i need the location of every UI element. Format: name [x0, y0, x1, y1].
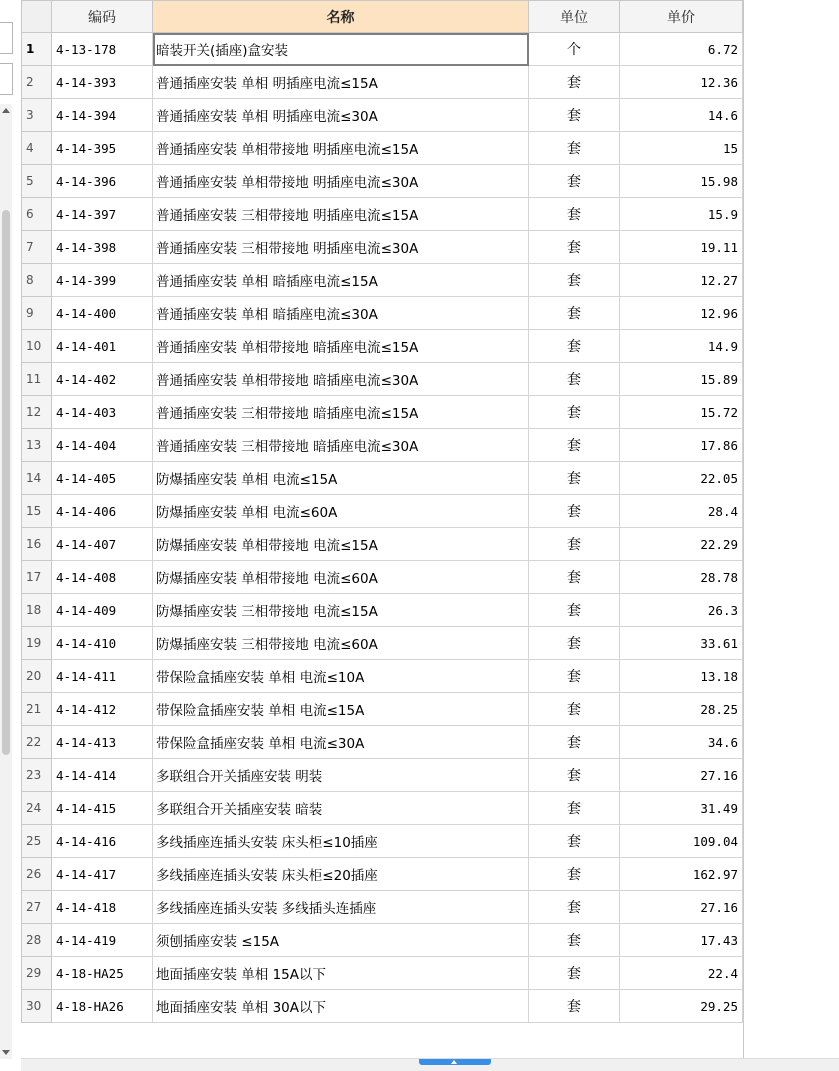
table-row[interactable]: [22, 594, 743, 627]
column-header-unit[interactable]: 单位: [529, 1, 620, 33]
price-cell[interactable]: 17.43: [620, 924, 743, 957]
code-cell[interactable]: 4-14-405: [52, 462, 153, 495]
collapsed-control-top[interactable]: [0, 22, 13, 54]
table-row[interactable]: [22, 132, 743, 165]
row-number-cell[interactable]: 4: [22, 132, 52, 165]
price-cell[interactable]: 109.04: [620, 825, 743, 858]
table-row[interactable]: [22, 297, 743, 330]
unit-cell[interactable]: 套: [529, 594, 620, 627]
row-number-cell[interactable]: 7: [22, 231, 52, 264]
name-cell[interactable]: 普通插座安装 单相带接地 明插座电流≤15A: [153, 132, 529, 165]
table-row[interactable]: [22, 990, 743, 1023]
row-number-cell[interactable]: 13: [22, 429, 52, 462]
name-cell[interactable]: 普通插座安装 三相带接地 暗插座电流≤15A: [153, 396, 529, 429]
code-cell[interactable]: 4-14-406: [52, 495, 153, 528]
name-cell[interactable]: 多线插座连插头安装 床头柜≤10插座: [153, 825, 529, 858]
name-cell[interactable]: 普通插座安装 单相带接地 明插座电流≤30A: [153, 165, 529, 198]
column-header-code[interactable]: 编码: [52, 1, 153, 33]
name-cell[interactable]: 普通插座安装 单相带接地 暗插座电流≤15A: [153, 330, 529, 363]
price-cell[interactable]: 12.36: [620, 66, 743, 99]
unit-cell[interactable]: 套: [529, 726, 620, 759]
table-row[interactable]: [22, 627, 743, 660]
price-cell[interactable]: 17.86: [620, 429, 743, 462]
price-cell[interactable]: 162.97: [620, 858, 743, 891]
price-cell[interactable]: 13.18: [620, 660, 743, 693]
name-cell[interactable]: 地面插座安装 单相 30A以下: [153, 990, 529, 1023]
name-cell[interactable]: 普通插座安装 单相 暗插座电流≤30A: [153, 297, 529, 330]
name-cell[interactable]: 带保险盒插座安装 单相 电流≤10A: [153, 660, 529, 693]
code-cell[interactable]: 4-14-409: [52, 594, 153, 627]
code-cell[interactable]: 4-14-395: [52, 132, 153, 165]
scroll-down-arrow-icon[interactable]: [2, 1050, 10, 1055]
price-cell[interactable]: 14.9: [620, 330, 743, 363]
row-number-header: [22, 1, 52, 33]
price-cell[interactable]: 22.05: [620, 462, 743, 495]
unit-cell[interactable]: 套: [529, 66, 620, 99]
code-cell[interactable]: 4-13-178: [52, 33, 153, 66]
unit-cell[interactable]: 套: [529, 297, 620, 330]
unit-cell[interactable]: 套: [529, 957, 620, 990]
row-number-cell[interactable]: 10: [22, 330, 52, 363]
table-row[interactable]: [22, 363, 743, 396]
row-number-cell[interactable]: 21: [22, 693, 52, 726]
unit-cell[interactable]: 套: [529, 99, 620, 132]
row-number-cell[interactable]: 20: [22, 660, 52, 693]
name-cell[interactable]: 多线插座连插头安装 多线插头连插座: [153, 891, 529, 924]
name-cell[interactable]: 防爆插座安装 单相 电流≤60A: [153, 495, 529, 528]
row-number-cell[interactable]: 30: [22, 990, 52, 1023]
row-number-cell[interactable]: 17: [22, 561, 52, 594]
table-row[interactable]: [22, 726, 743, 759]
code-cell[interactable]: 4-14-416: [52, 825, 153, 858]
code-cell[interactable]: 4-14-399: [52, 264, 153, 297]
price-cell[interactable]: 22.4: [620, 957, 743, 990]
code-cell[interactable]: 4-14-412: [52, 693, 153, 726]
row-number-cell[interactable]: 29: [22, 957, 52, 990]
price-cell[interactable]: 26.3: [620, 594, 743, 627]
row-number-cell[interactable]: 1: [22, 33, 52, 66]
price-cell[interactable]: 12.27: [620, 264, 743, 297]
price-cell[interactable]: 29.25: [620, 990, 743, 1023]
price-cell[interactable]: 6.72: [620, 33, 743, 66]
code-cell[interactable]: 4-14-400: [52, 297, 153, 330]
row-number-cell[interactable]: 24: [22, 792, 52, 825]
price-cell[interactable]: 15.72: [620, 396, 743, 429]
row-number-cell[interactable]: 19: [22, 627, 52, 660]
table-row[interactable]: [22, 858, 743, 891]
row-number-cell[interactable]: 23: [22, 759, 52, 792]
name-cell[interactable]: 防爆插座安装 单相 电流≤15A: [153, 462, 529, 495]
row-number-cell[interactable]: 9: [22, 297, 52, 330]
name-cell[interactable]: 防爆插座安装 单相带接地 电流≤15A: [153, 528, 529, 561]
unit-cell[interactable]: 套: [529, 462, 620, 495]
row-number-cell[interactable]: 28: [22, 924, 52, 957]
table-row[interactable]: [22, 165, 743, 198]
table-row[interactable]: [22, 264, 743, 297]
table-row[interactable]: [22, 561, 743, 594]
code-cell[interactable]: 4-14-414: [52, 759, 153, 792]
price-cell[interactable]: 31.49: [620, 792, 743, 825]
unit-cell[interactable]: 套: [529, 165, 620, 198]
table-row[interactable]: [22, 396, 743, 429]
price-cell[interactable]: 27.16: [620, 759, 743, 792]
name-cell[interactable]: 带保险盒插座安装 单相 电流≤30A: [153, 726, 529, 759]
name-cell[interactable]: 带保险盒插座安装 单相 电流≤15A: [153, 693, 529, 726]
row-number-cell[interactable]: 18: [22, 594, 52, 627]
unit-cell[interactable]: 套: [529, 264, 620, 297]
table-row[interactable]: [22, 792, 743, 825]
code-cell[interactable]: 4-14-410: [52, 627, 153, 660]
code-cell[interactable]: 4-14-419: [52, 924, 153, 957]
name-cell[interactable]: 多联组合开关插座安装 明装: [153, 759, 529, 792]
price-cell[interactable]: 15.9: [620, 198, 743, 231]
table-row[interactable]: [22, 231, 743, 264]
unit-cell[interactable]: 套: [529, 759, 620, 792]
unit-cell[interactable]: 套: [529, 198, 620, 231]
table-row[interactable]: [22, 462, 743, 495]
name-cell[interactable]: 普通插座安装 单相 明插座电流≤15A: [153, 66, 529, 99]
collapsed-control-bottom[interactable]: [0, 63, 13, 95]
code-cell[interactable]: 4-18-HA26: [52, 990, 153, 1023]
table-row[interactable]: [22, 528, 743, 561]
name-cell[interactable]: 防爆插座安装 三相带接地 电流≤15A: [153, 594, 529, 627]
table-row[interactable]: [22, 891, 743, 924]
name-cell[interactable]: 暗装开关(插座)盒安装: [153, 33, 529, 66]
table-row[interactable]: [22, 957, 743, 990]
name-cell[interactable]: 普通插座安装 三相带接地 暗插座电流≤30A: [153, 429, 529, 462]
code-cell[interactable]: 4-14-397: [52, 198, 153, 231]
horizontal-scrollbar[interactable]: [21, 1058, 839, 1071]
table-row[interactable]: [22, 825, 743, 858]
row-number-cell[interactable]: 26: [22, 858, 52, 891]
code-cell[interactable]: 4-14-404: [52, 429, 153, 462]
expand-up-arrow-icon[interactable]: [451, 1060, 457, 1064]
price-cell[interactable]: 19.11: [620, 231, 743, 264]
table-body: [22, 33, 743, 1023]
name-cell[interactable]: 普通插座安装 单相 暗插座电流≤15A: [153, 264, 529, 297]
quota-table: [21, 0, 743, 1023]
code-cell[interactable]: 4-14-402: [52, 363, 153, 396]
unit-cell[interactable]: 套: [529, 495, 620, 528]
price-cell[interactable]: 33.61: [620, 627, 743, 660]
row-number-cell[interactable]: 22: [22, 726, 52, 759]
unit-cell[interactable]: 套: [529, 891, 620, 924]
row-number-cell[interactable]: 27: [22, 891, 52, 924]
price-cell[interactable]: 28.25: [620, 693, 743, 726]
row-number-cell[interactable]: 6: [22, 198, 52, 231]
table-row[interactable]: [22, 330, 743, 363]
code-cell[interactable]: 4-14-407: [52, 528, 153, 561]
row-number-cell[interactable]: 5: [22, 165, 52, 198]
code-cell[interactable]: 4-14-408: [52, 561, 153, 594]
table-row[interactable]: [22, 495, 743, 528]
row-number-cell[interactable]: 8: [22, 264, 52, 297]
name-cell[interactable]: 普通插座安装 三相带接地 明插座电流≤15A: [153, 198, 529, 231]
unit-cell[interactable]: 套: [529, 528, 620, 561]
code-cell[interactable]: 4-14-393: [52, 66, 153, 99]
name-cell[interactable]: 普通插座安装 单相 明插座电流≤30A: [153, 99, 529, 132]
unit-cell[interactable]: 套: [529, 792, 620, 825]
unit-cell[interactable]: 套: [529, 561, 620, 594]
name-cell[interactable]: 地面插座安装 单相 15A以下: [153, 957, 529, 990]
price-cell[interactable]: 15.89: [620, 363, 743, 396]
table-row[interactable]: [22, 660, 743, 693]
column-header-price[interactable]: 单价: [620, 1, 743, 33]
unit-cell[interactable]: 个: [529, 33, 620, 66]
name-cell[interactable]: 防爆插座安装 三相带接地 电流≤60A: [153, 627, 529, 660]
header-row: [22, 1, 743, 33]
row-number-cell[interactable]: 12: [22, 396, 52, 429]
table-row[interactable]: [22, 429, 743, 462]
row-number-cell[interactable]: 11: [22, 363, 52, 396]
price-cell[interactable]: 15: [620, 132, 743, 165]
code-cell[interactable]: 4-14-403: [52, 396, 153, 429]
code-cell[interactable]: 4-14-411: [52, 660, 153, 693]
unit-cell[interactable]: 套: [529, 660, 620, 693]
unit-cell[interactable]: 套: [529, 132, 620, 165]
code-cell[interactable]: 4-18-HA25: [52, 957, 153, 990]
name-cell[interactable]: 多线插座连插头安装 床头柜≤20插座: [153, 858, 529, 891]
price-cell[interactable]: 27.16: [620, 891, 743, 924]
price-cell[interactable]: 14.6: [620, 99, 743, 132]
name-cell[interactable]: 普通插座安装 三相带接地 明插座电流≤30A: [153, 231, 529, 264]
unit-cell[interactable]: 套: [529, 396, 620, 429]
name-cell[interactable]: 防爆插座安装 单相带接地 电流≤60A: [153, 561, 529, 594]
scroll-up-arrow-icon[interactable]: [2, 108, 10, 113]
quota-grid: [21, 0, 744, 1058]
code-cell[interactable]: 4-14-396: [52, 165, 153, 198]
unit-cell[interactable]: 套: [529, 627, 620, 660]
price-cell[interactable]: 28.4: [620, 495, 743, 528]
table-row[interactable]: [22, 198, 743, 231]
price-cell[interactable]: 22.29: [620, 528, 743, 561]
name-cell[interactable]: 普通插座安装 单相带接地 暗插座电流≤30A: [153, 363, 529, 396]
unit-cell[interactable]: 套: [529, 363, 620, 396]
code-cell[interactable]: 4-14-417: [52, 858, 153, 891]
row-number-cell[interactable]: 2: [22, 66, 52, 99]
unit-cell[interactable]: 套: [529, 330, 620, 363]
price-cell[interactable]: 12.96: [620, 297, 743, 330]
table-row[interactable]: [22, 924, 743, 957]
vertical-scrollbar-thumb[interactable]: [2, 210, 10, 755]
code-cell[interactable]: 4-14-418: [52, 891, 153, 924]
code-cell[interactable]: 4-14-394: [52, 99, 153, 132]
code-cell[interactable]: 4-14-415: [52, 792, 153, 825]
code-cell[interactable]: 4-14-398: [52, 231, 153, 264]
price-cell[interactable]: 28.78: [620, 561, 743, 594]
unit-cell[interactable]: 套: [529, 990, 620, 1023]
row-number-cell[interactable]: 3: [22, 99, 52, 132]
column-header-name[interactable]: 名称: [153, 1, 529, 33]
name-cell[interactable]: 须刨插座安装 ≤15A: [153, 924, 529, 957]
row-number-cell[interactable]: 25: [22, 825, 52, 858]
unit-cell[interactable]: 套: [529, 825, 620, 858]
row-number-cell[interactable]: 14: [22, 462, 52, 495]
table-row[interactable]: [22, 759, 743, 792]
row-number-cell[interactable]: 16: [22, 528, 52, 561]
unit-cell[interactable]: 套: [529, 693, 620, 726]
table-row[interactable]: [22, 66, 743, 99]
unit-cell[interactable]: 套: [529, 231, 620, 264]
unit-cell[interactable]: 套: [529, 924, 620, 957]
table-row[interactable]: [22, 33, 743, 66]
unit-cell[interactable]: 套: [529, 429, 620, 462]
table-row[interactable]: [22, 99, 743, 132]
price-cell[interactable]: 34.6: [620, 726, 743, 759]
unit-cell[interactable]: 套: [529, 858, 620, 891]
price-cell[interactable]: 15.98: [620, 165, 743, 198]
code-cell[interactable]: 4-14-413: [52, 726, 153, 759]
table-row[interactable]: [22, 693, 743, 726]
code-cell[interactable]: 4-14-401: [52, 330, 153, 363]
row-number-cell[interactable]: 15: [22, 495, 52, 528]
left-panel-strip: [0, 0, 21, 1070]
name-cell[interactable]: 多联组合开关插座安装 暗装: [153, 792, 529, 825]
